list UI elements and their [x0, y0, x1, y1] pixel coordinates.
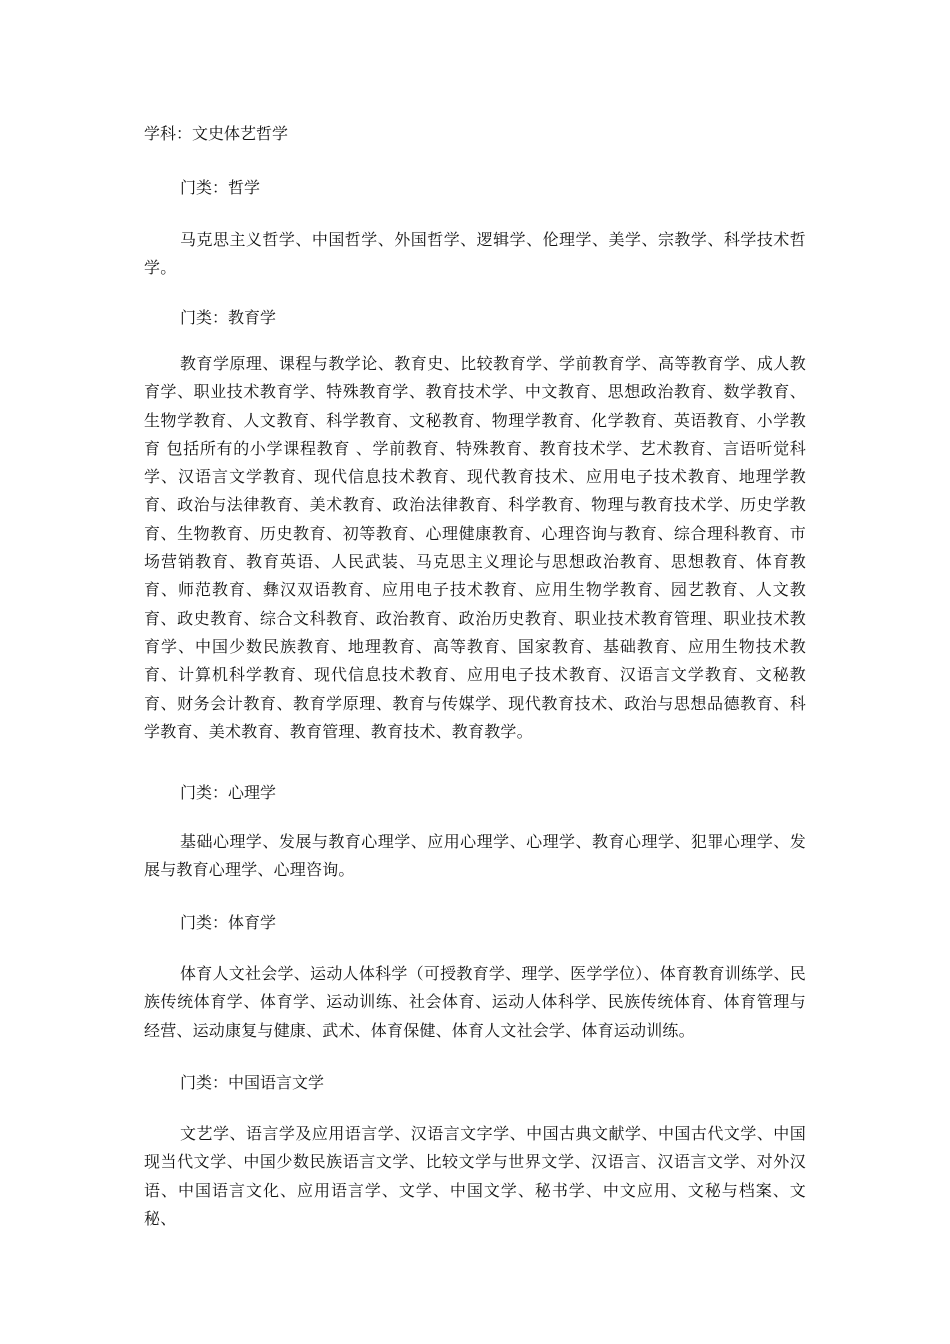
- category-content-education: 教育学原理、课程与教学论、教育史、比较教育学、学前教育学、高等教育学、成人教育学、职业技术教育学、特殊教育学、教育技术学、中文教育、思想政治教育、数学教育、生物学教育、人文教育、科学教育、文秘教育、物理学教育、化学教育、英语教育、小学教育 包括所有的小学课程教育 、学前教育、特殊教育、教育技术学、艺术教育、言语听觉科学、汉语言文学教育、现代信息技术教育、现代教育技术、应用电子技术教育、地理学教育、政治与法律教育、美术教育、政治法律教育、科学教育、物理与教育技术学、历史学教育、生物教育、历史教育、初等教育、心理健康教育、心理咨询与教育、综合理科教育、市场营销教育、教育英语、人民武装、马克思主义理论与思想政治教育、思想教育、体育教育、师范教育、彝汉双语教育、应用电子技术教育、应用生物学教育、园艺教育、人文教育、政史教育、综合文科教育、政治教育、政治历史教育、职业技术教育管理、职业技术教育学、中国少数民族教育、地理教育、高等教育、国家教育、基础教育、应用生物技术教育、计算机科学教育、现代信息技术教育、应用电子技术教育、汉语言文学教育、文秘教育、财务会计教育、教育学原理、教育与传媒学、现代教育技术、政治与思想品德教育、科学教育、美术教育、教育管理、教育技术、教育教学。: [144, 354, 806, 741]
- category-heading-education: 门类：教育学: [180, 308, 277, 327]
- category-content-psychology: 基础心理学、发展与教育心理学、应用心理学、心理学、教育心理学、犯罪心理学、发展与教育心理学、心理咨询。: [144, 832, 806, 880]
- category-heading-philosophy: 门类：哲学: [180, 178, 261, 197]
- category-content-philosophy: 马克思主义哲学、中国哲学、外国哲学、逻辑学、伦理学、美学、宗教学、科学技术哲学。: [144, 230, 806, 278]
- category-heading-sports: 门类：体育学: [180, 913, 277, 932]
- category-content-chinese-literature: 文艺学、语言学及应用语言学、汉语言文字学、中国古典文献学、中国古代文学、中国现当代文学、中国少数民族语言文学、比较文学与世界文学、汉语言、汉语言文学、对外汉语、中国语言文化、应用语言学、文学、中国文学、秘书学、中文应用、文秘与档案、文秘、: [144, 1124, 806, 1228]
- document-title: 学科：文史体艺哲学: [144, 124, 289, 143]
- category-heading-psychology: 门类：心理学: [180, 783, 277, 802]
- category-heading-chinese-literature: 门类：中国语言文学: [180, 1073, 325, 1092]
- category-content-sports: 体育人文社会学、运动人体科学（可授教育学、理学、医学学位）、体育教育训练学、民族传统体育学、体育学、运动训练、社会体育、运动人体科学、民族传统体育、体育管理与经营、运动康复与健康、武术、体育保健、体育人文社会学、体育运动训练。: [144, 964, 806, 1040]
